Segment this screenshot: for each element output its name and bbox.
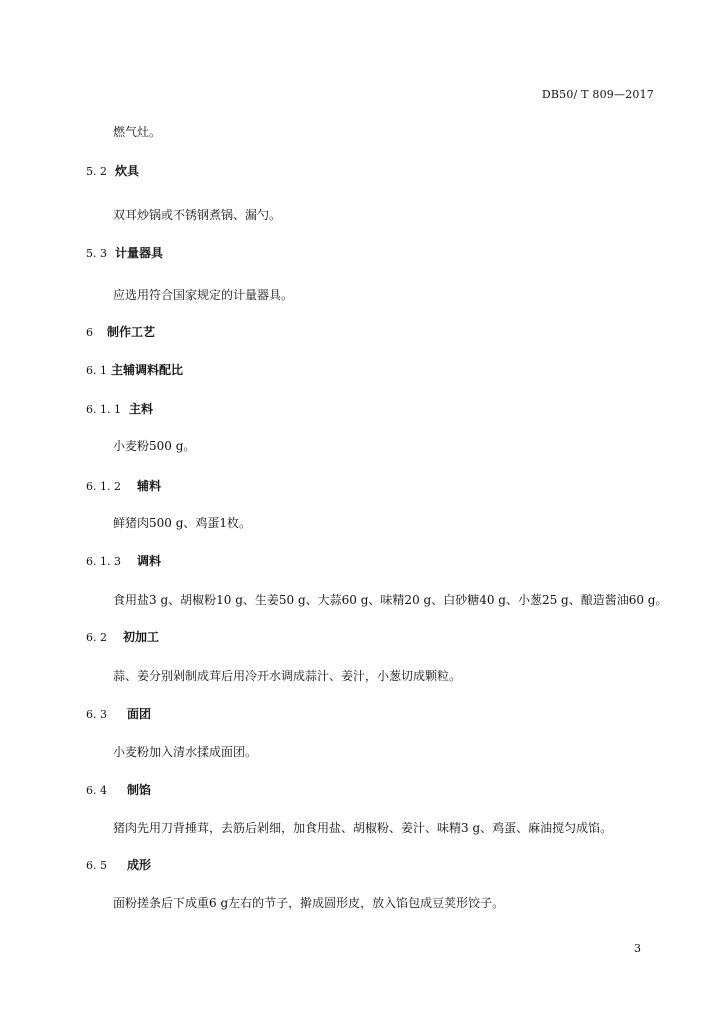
heading-6-2 (86, 629, 159, 646)
heading-6-5 (86, 857, 151, 874)
heading-number: 6. 1 (86, 364, 107, 377)
heading-number: 6. 5 (86, 859, 107, 872)
page-number: 3 (634, 942, 641, 955)
paragraph-main-ingredient: 小麦粉500 g。 (113, 439, 196, 453)
paragraph-shaping: 面粉搓条后下成重6 g左右的节子，擀成圆形皮，放入馅包成豆荚形饺子。 (113, 896, 505, 910)
heading-title: 面团 (127, 707, 152, 721)
heading-6-1-3 (86, 553, 161, 570)
heading-6-4 (86, 782, 151, 799)
paragraph-preparation: 蒜、姜分别剁制成茸后用冷开水调成蒜汁、姜汁，小葱切成颗粒。 (113, 669, 462, 683)
heading-title: 初加工 (123, 630, 160, 644)
document-code: DB50/ T 809—2017 (541, 88, 654, 101)
heading-6-1 (86, 362, 183, 379)
heading-number: 5. 2 (86, 165, 107, 178)
heading-number: 6. 4 (86, 784, 107, 797)
heading-title: 调料 (136, 554, 161, 568)
paragraph-gas-stove: 燃气灶。 (113, 125, 162, 139)
heading-title: 计量器具 (115, 246, 164, 260)
heading-title: 主辅调料配比 (111, 363, 184, 377)
paragraph-measuring: 应选用符合国家规定的计量器具。 (113, 288, 294, 302)
heading-6 (86, 324, 155, 341)
heading-title: 制馅 (127, 783, 152, 797)
heading-number: 6. 1. 2 (86, 480, 121, 493)
heading-title: 制作工艺 (107, 325, 156, 339)
heading-title: 主料 (128, 402, 153, 416)
heading-6-1-2 (86, 478, 161, 495)
paragraph-aux-ingredient: 鲜猪肉500 g、鸡蛋1枚。 (113, 516, 252, 530)
paragraph-seasoning: 食用盐3 g、胡椒粉10 g、生姜50 g、大蒜60 g、味精20 g、白砂糖40 g、小葱25 g、酿造酱油60 g。 (113, 593, 668, 607)
paragraph-filling: 猪肉先用刀背捶茸，去筋后剁细，加食用盐、胡椒粉、姜汁、味精3 g、鸡蛋、麻油搅匀成馅。 (113, 821, 613, 835)
heading-6-1-1 (86, 401, 153, 418)
heading-title: 炊具 (115, 164, 140, 178)
heading-number: 6. 1. 1 (86, 403, 121, 416)
heading-title: 辅料 (136, 479, 161, 493)
heading-title: 成形 (127, 858, 152, 872)
paragraph-dough: 小麦粉加入清水揉成面团。 (113, 745, 258, 759)
heading-number: 6. 1. 3 (86, 555, 121, 568)
heading-number: 6. 3 (86, 708, 107, 721)
heading-number: 5. 3 (86, 247, 107, 260)
heading-5-3 (86, 245, 163, 262)
heading-5-2 (86, 163, 139, 180)
heading-6-3 (86, 706, 151, 723)
paragraph-cookware: 双耳炒锅或不锈钢煮锅、漏勺。 (113, 208, 282, 222)
heading-number: 6 (86, 326, 93, 339)
heading-number: 6. 2 (86, 631, 107, 644)
